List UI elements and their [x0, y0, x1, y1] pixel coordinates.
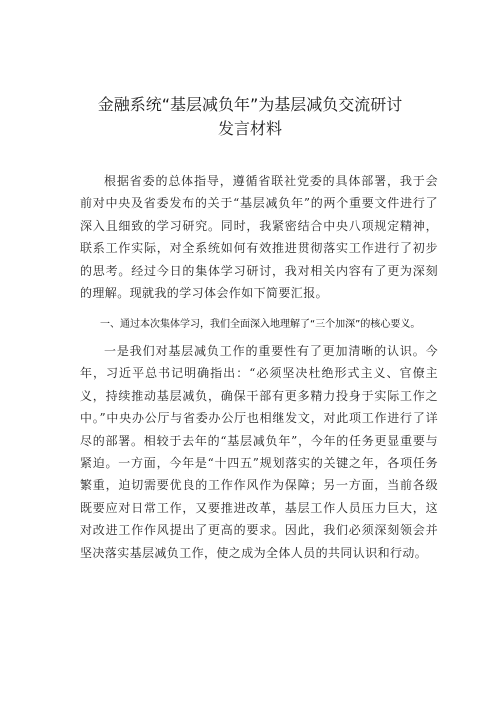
title-line-2: 发言材料 — [217, 119, 282, 138]
intro-paragraph: 根据省委的总体指导，遵循省联社党委的具体部署，我于会前对中央及省委发布的关于“基层减负年”的两个重要文件进行了深入且细致的学习研究。同时，我紧密结合中央八项规定精神，联系工作实际，对全系统如何有效推进贯彻落实工作进行了初步的思考。经过今日的集体学习研讨，我对相关内容有了更为深刻的理解。现就我的学习体会作如下简要汇报。 — [80, 174, 438, 301]
section-1-heading-block — [80, 318, 460, 332]
intro-section — [80, 170, 438, 304]
section-heading: 一、通过本次集体学习，我们全面深入地理解了“三个加深”的核心要义。 — [100, 319, 421, 330]
document-title — [0, 93, 500, 141]
section-paragraph: 一是我们对基层减负工作的重要性有了更加清晰的认识。今年，习近平总书记明确指出：“必须坚决杜绝形式主义、官僚主义，持续推动基层减负，确保干部有更多精力投身于实际工作之中。”中央办公厅与省委办公厅也相继发文，对此项工作进行了详尽的部署。相较于去年的“基层减负年”，今年的任务更显重要与紧迫。一方面，今年是“十四五”规划落实的关键之年，各项任务繁重，迫切需要优良的工作作风作为保障；另一方面，当前各级既要应对日常工作，又要推进改革，基层工作人员压力巨大，这对改进工作作风提出了更高的要求。因此，我们必须深刻领会并坚决落实基层减负工作，使之成为全体人员的共同认识和行动。 — [80, 344, 438, 560]
title-line-1: 金融系统“基层减负年”为基层减负交流研讨 — [97, 95, 403, 114]
section-1-body — [80, 340, 438, 564]
